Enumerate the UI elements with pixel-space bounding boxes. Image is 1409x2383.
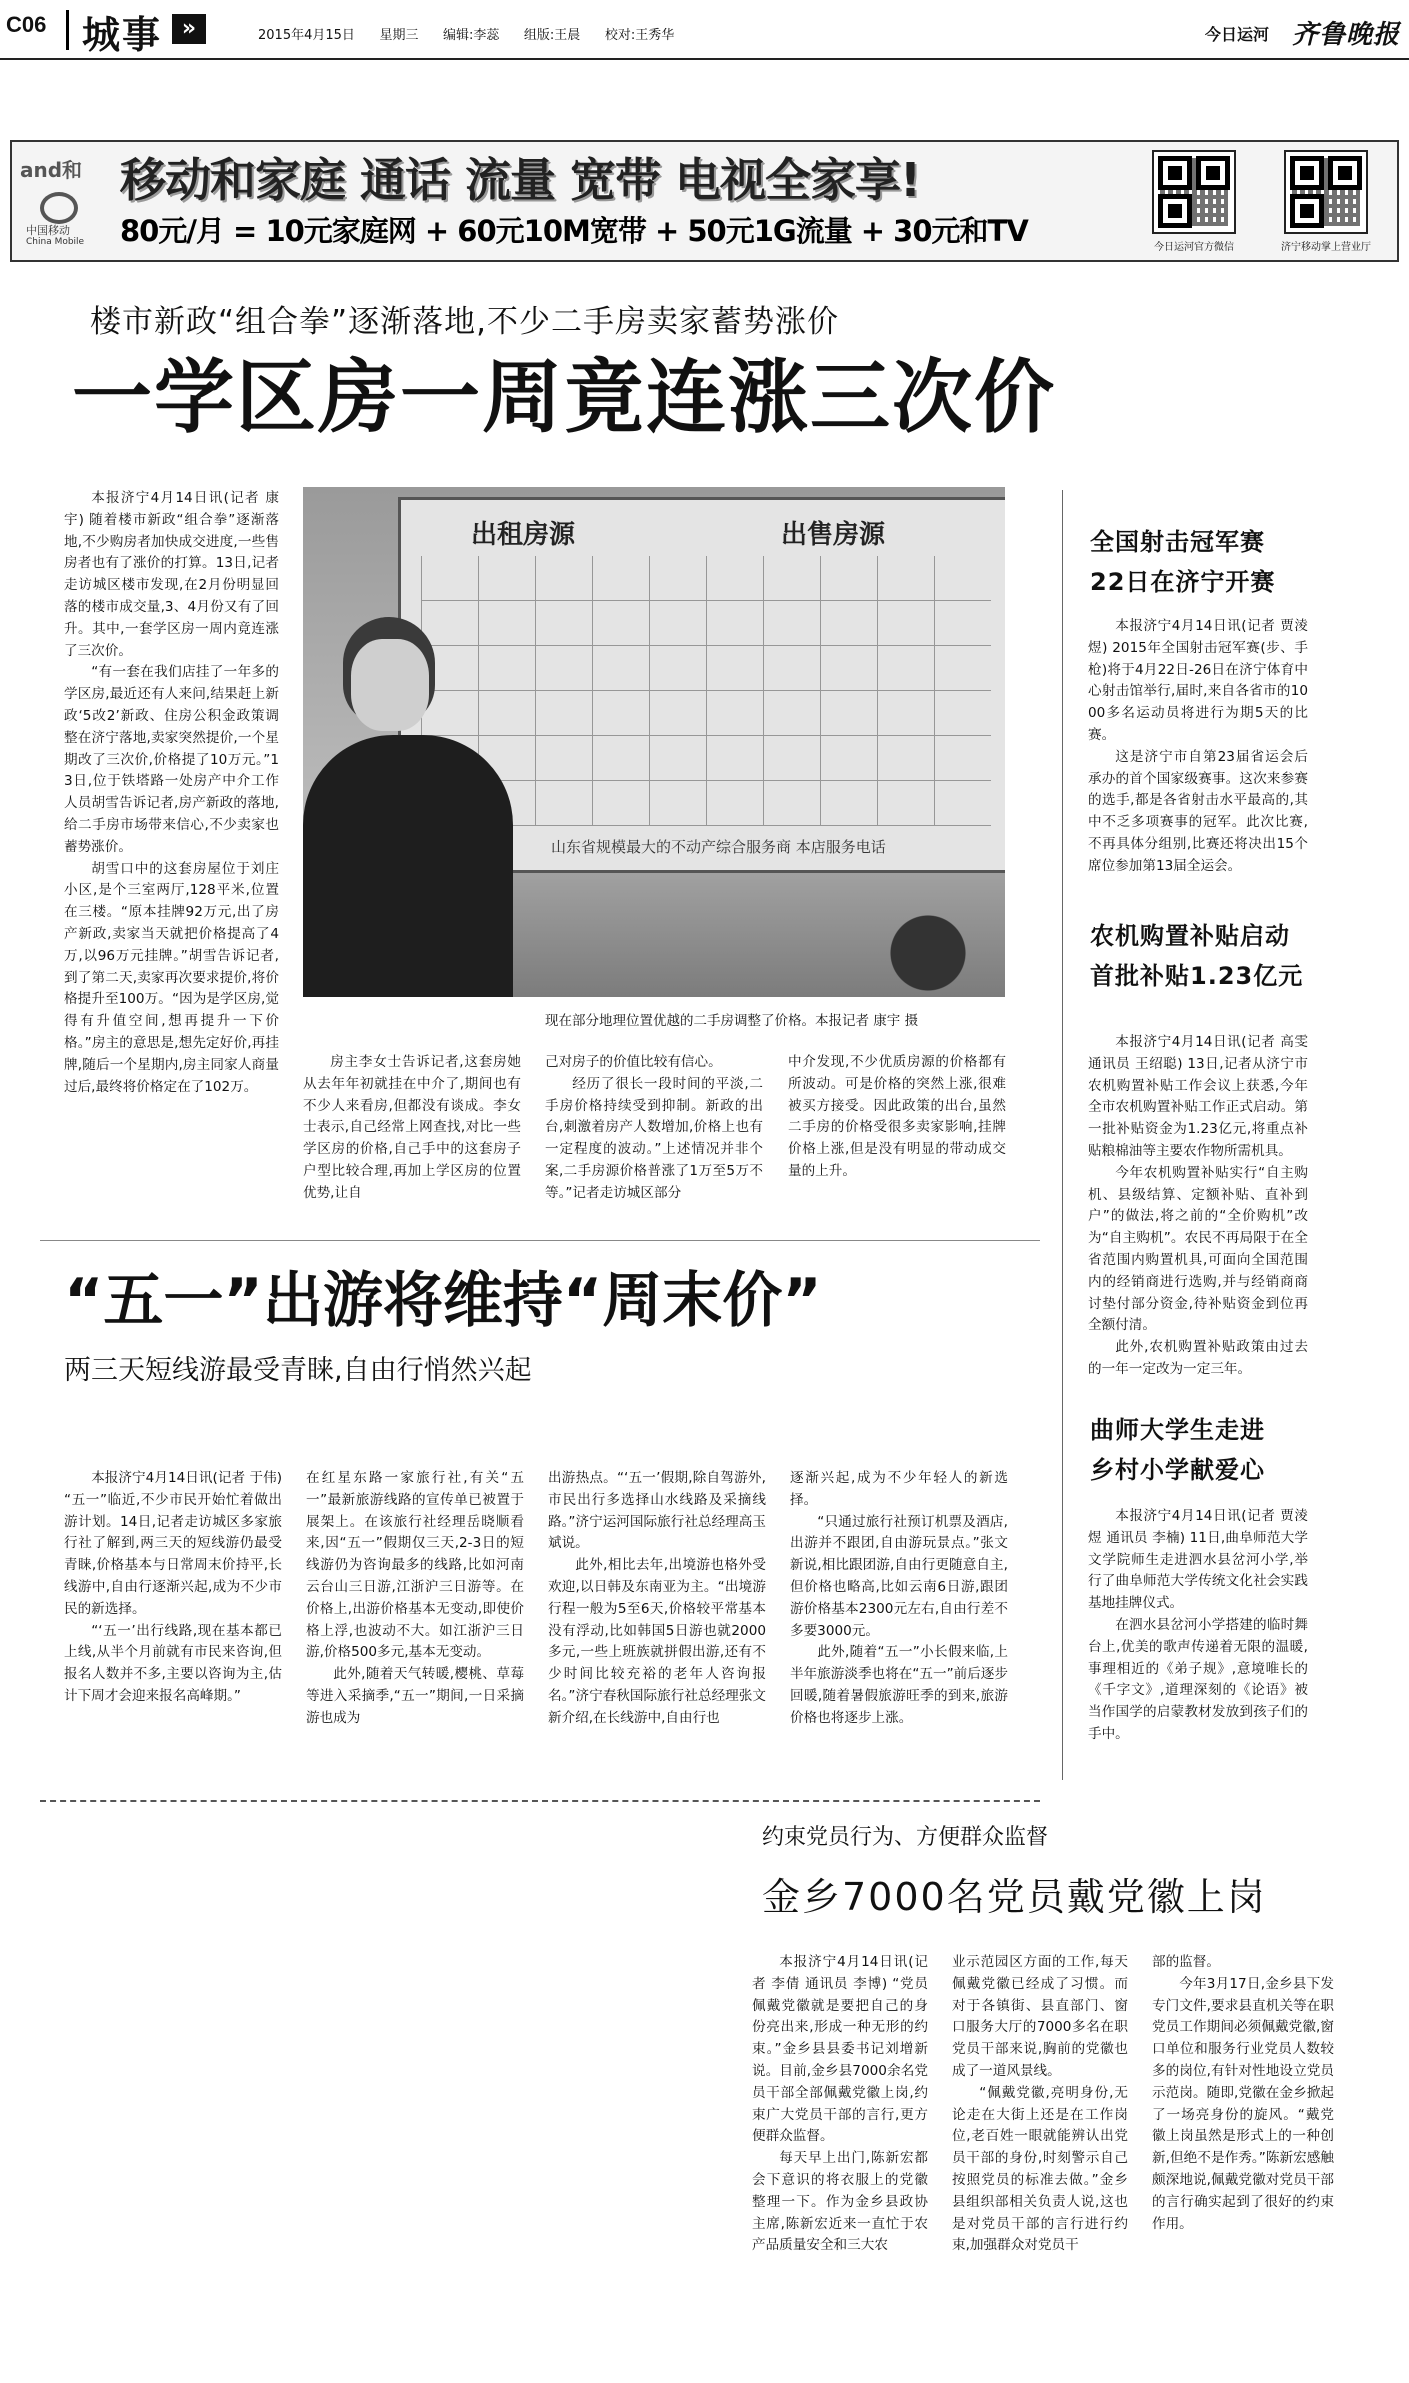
paper-name-logo: 齐鲁晚报	[1292, 20, 1401, 50]
badge-headline: 金乡7000名党员戴党徽上岗	[762, 1875, 1267, 1919]
badge-col-3	[1152, 1952, 1334, 2372]
section-title: 城事	[82, 13, 163, 57]
mayday-para: “‘五一’出行线路,现在基本都已上线,从半个月前就有市民来咨询,但报名人数并不多,主要以咨询为主,估计下周才会迎来报名高峰期。”	[64, 1622, 282, 1704]
ad-price-line: 80元/月 = 10元家庭网 + 60元10M宽带 + 50元1G流量 + 30元和TV	[120, 214, 1028, 248]
lead-para: 本报济宁4月14日讯(记者 康宇) 随着楼市新政“组合拳”逐渐落地,不少购房者加快成交进度,一些售房者也有了涨价的打算。13日,记者走访城区楼市发现,在2月份明显回落的楼市成交量,3、4月份又有了回升。其中,一套学区房一周内竟连涨了三次价。	[64, 490, 279, 659]
sidebar-para: 本报济宁4月14日讯(记者 贾淩煜) 2015年全国射击冠军赛(步、手枪)将于4月22日-26日在济宁体育中心射击馆举行,届时,来自各省市的1000多名运动员将进行为期5天的比赛。	[1088, 618, 1308, 743]
mayday-para: 逐渐兴起,成为不少年轻人的新选择。	[790, 1470, 1008, 1508]
badge-para: “佩戴党徽,亮明身份,无论走在大街上还是在工作岗位,老百姓一眼就能辨认出党员干部的身份,时刻警示自己按照党员的标准去做。”金乡县组织部相关负责人说,这也是对党员干部的言行进行约束,加强群众对党员干	[952, 2084, 1128, 2254]
lead-para: “有一套在我们店挂了一年多的学区房,最近还有人来问,结果赶上新政‘5改2’新政、住房公积金政策调整在济宁落地,卖家突然提价,一个星期改了三次价,价格提了10万元。”13日,位于铁塔路一处房产中介工作人员胡雪告诉记者,房产新政的落地,给二手房市场带来信心,不少卖家也蓄势涨价。	[64, 664, 279, 855]
lead-col-1	[64, 488, 279, 1268]
lead-para: 胡雪口中的这套房屋位于刘庄小区,是个三室两厅,128平米,位置在三楼。“原本挂牌92万元,出了房产新政,卖家当天就把价格提高了4万,以96万元挂牌。”胡雪告诉记者,到了第二天,卖家再次要求提价,将价格提升至100万。“因为是学区房,觉得有升值空间,想再提升一下价格。”房主的意思是,想先定好价,再挂牌,随后一个星期内,房主同家人商量过后,最终将价格定在了102万。	[64, 860, 279, 1095]
sidebar-3-title	[1090, 1410, 1265, 1490]
sidebar-1-title-line2: 22日在济宁开赛	[1090, 568, 1276, 596]
and-logo: and和	[20, 158, 83, 182]
mayday-para: 本报济宁4月14日讯(记者 于伟) “五一”临近,不少市民开始忙着做出游计划。14日,记者走访城区多家旅行社了解到,两三天的短线游仍最受青睐,价格基本与日常周末价持平,长线游中,自由行逐渐兴起,成为不少市民的新选择。	[64, 1470, 282, 1617]
badge-para: 今年3月17日,金乡县下发专门文件,要求县直机关等在职党员工作期间必须佩戴党徽,窗口单位和服务行业党员人数较多的岗位,有针对性地设立党员示范岗。随即,党徽在金乡掀起了一场亮身份的旋风。“戴党徽上岗虽然是形式上的一种创新,但绝不是作秀。”陈新宏感触颇深地说,佩戴党徽对党员干部的言行确实起到了很好的约束作用。	[1152, 1975, 1334, 2232]
mobile-hall-qr-caption: 济宁移动掌上营业厅	[1281, 242, 1371, 253]
lead-bottom-rule	[40, 1240, 1040, 1241]
sidebar-3-body	[1088, 1506, 1308, 1774]
lead-para: 房主李女士告诉记者,这套房她从去年年初就挂在中介了,期间也有不少人来看房,但都没有谈成。李女士表示,自己经常上网查找,对比一些学区房的价格,自己手中的这套房子户型比较合理,再加上学区房的位置优势,让自	[303, 1054, 521, 1201]
sidebar-para: 此外,农机购置补贴政策由过去的一年一定改为一定三年。	[1088, 1339, 1308, 1377]
badge-para: 业示范园区方面的工作,每天佩戴党徽已经成了习惯。而对于各镇街、县直部门、窗口服务大厅的7000多名在职党员干部来说,胸前的党徽也成了一道风景线。	[952, 1954, 1128, 2079]
lead-para: 经历了很长一段时间的平淡,二手房价格持续受到抑制。新政的出台,刺激着房产人数增加,价格上也有一定程度的波动。”上述情况并非个案,二手房源价格普涨了1万至5万不等。”记者走访城区部分	[545, 1075, 763, 1201]
issue-weekday: 星期三	[379, 28, 419, 43]
sidebar-2-title	[1090, 916, 1303, 996]
ad-headline: 移动和家庭 通话 流量 宽带 电视全家享!	[120, 153, 921, 207]
china-mobile-name: 中国移动	[26, 224, 70, 237]
sidebar-para: 今年农机购置补贴实行“自主购机、县级结算、定额补贴、直补到户”的做法,将之前的“全价购机”改为“自主购机”。农民不再局限于在全省范围内购置机具,可面向全国范围内的经销商进行选购,并与经销商商讨垫付部分资金,待补贴资金到位再全额付清。	[1088, 1164, 1308, 1334]
badge-kicker: 约束党员行为、方便群众监督	[762, 1825, 1049, 1850]
sidebar-2-body	[1088, 1032, 1308, 1402]
sidebar-para: 本报济宁4月14日讯(记者 高雯 通讯员 王绍聪) 13日,记者从济宁市农机购置补贴工作会议上获悉,今年全市农机购置补贴工作正式启动。第一批补贴资金为1.23亿元,将重点补贴粮棉油等主要农作物所需机具。	[1088, 1034, 1308, 1159]
board-title-rent: 出租房源	[471, 520, 576, 550]
sidebar-divider	[1062, 490, 1063, 1780]
plant-decoration	[863, 887, 993, 997]
wechat-qr-caption: 今日运河官方微信	[1154, 242, 1234, 253]
masthead-rule	[0, 58, 1409, 60]
issue-proof: 校对:王秀华	[604, 28, 675, 43]
board-footer: 山东省规模最大的不动产综合服务商 本店服务电话	[551, 838, 886, 856]
mayday-col-1	[64, 1468, 282, 1726]
sidebar-2-title-line1: 农机购置补贴启动	[1090, 922, 1290, 950]
right-tag: 今日运河	[1205, 25, 1270, 44]
sidebar-1-body	[1088, 616, 1308, 894]
sidebar-1-title	[1090, 522, 1275, 602]
sidebar-3-title-line1: 曲师大学生走进	[1090, 1416, 1265, 1444]
section-arrow-icon: »	[172, 14, 206, 44]
mobile-hall-qr-code	[1284, 150, 1368, 234]
sidebar-para: 在泗水县岔河小学搭建的临时舞台上,优美的歌声传递着无限的温暖,事理相近的《弟子规》,意境唯长的《千字文》,道理深刻的《论语》被当作国学的启蒙教材发放到孩子们的手中。	[1088, 1616, 1308, 1742]
sidebar-3-title-line2: 乡村小学献爱心	[1090, 1456, 1265, 1484]
sidebar-2-title-line2: 首批补贴1.23亿元	[1090, 962, 1304, 990]
ad-logo-block	[18, 148, 98, 252]
board-title-sale: 出售房源	[781, 520, 886, 550]
lead-photo	[303, 487, 1005, 997]
mayday-para: 出游热点。“‘五一’假期,除自驾游外,市民出行多选择山水线路及采摘线路。”济宁运河国际旅行社总经理高玉斌说。	[548, 1470, 766, 1552]
china-mobile-logo-icon	[40, 192, 78, 224]
mayday-para: “只通过旅行社预订机票及酒店,出游并不跟团,自由游玩景点。”张文新说,相比跟团游,自由行更随意自主,但价格也略高,比如云南6日游,跟团游价格基本2300元左右,自由行差不多要3000元。	[790, 1513, 1008, 1639]
mayday-para: 此外,相比去年,出境游也格外受欢迎,以日韩及东南亚为主。“出境游行程一般为5至6天,价格较平常基本没有浮动,比如韩国5日游也就2000多元,一些上班族就拼假出游,还有不少时间比较充裕的老年人咨询报名。”济宁春秋国际旅行社总经理张文新介绍,在长线游中,自由行也	[548, 1557, 766, 1726]
lead-headline: 一学区房一周竟连涨三次价	[72, 351, 1056, 444]
mayday-subhead: 两三天短线游最受青睐,自由行悄然兴起	[64, 1355, 532, 1386]
page-number: C06	[6, 12, 47, 37]
lead-kicker: 楼市新政“组合拳”逐渐落地,不少二手房卖家蓄势涨价	[90, 304, 839, 340]
lead-col-4	[788, 1052, 1006, 1268]
lead-para: 己对房子的价值比较有信心。	[545, 1054, 722, 1070]
mayday-bottom-dashed-rule	[40, 1800, 1040, 1802]
lead-photo-caption: 现在部分地理位置优越的二手房调整了价格。本报记者 康宇 摄	[545, 1013, 919, 1029]
page-number-divider	[66, 10, 69, 50]
badge-col-2	[952, 1952, 1128, 2372]
mayday-col-2	[306, 1468, 524, 1726]
sidebar-para: 本报济宁4月14日讯(记者 贾淩煜 通讯员 李楠) 11日,曲阜师范大学文学院师生走进泗水县岔河小学,举行了曲阜师范大学传统文化社会实践基地挂牌仪式。	[1088, 1508, 1308, 1612]
issue-layout: 组版:王晨	[523, 28, 581, 43]
wechat-qr-code	[1152, 150, 1236, 234]
mayday-para: 在红星东路一家旅行社,有关“五一”最新旅游线路的宣传单已被置于展架上。在该旅行社经理岳晓顺看来,因“五一”假期仅三天,2-3日的短线游仍为咨询最多的线路,比如河南云台山三日游,江浙沪三日游等。在价格上,出游价格基本无变动,即使价格上浮,也波动不大。如江浙沪三日游,价格500多元,基本无变动。	[306, 1470, 524, 1661]
badge-para: 每天早上出门,陈新宏都会下意识的将衣服上的党徽整理一下。作为金乡县政协主席,陈新宏近来一直忙于农产品质量安全和三大农	[752, 2150, 928, 2254]
badge-para: 本报济宁4月14日讯(记者 李倩 通讯员 李博) “党员佩戴党徽就是要把自己的身份亮出来,形成一种无形的约束。”金乡县县委书记刘增新说。目前,金乡县7000余名党员干部全部佩戴党徽上岗,约束广大党员干部的言行,更方便群众监督。	[752, 1954, 928, 2145]
mayday-col-4	[790, 1468, 1008, 1726]
badge-para: 部的监督。	[1152, 1954, 1220, 1970]
mayday-col-3	[548, 1468, 766, 1726]
issue-date: 2015年4月15日	[258, 28, 355, 43]
masthead	[0, 0, 1409, 62]
china-mobile-name-en: China Mobile	[26, 237, 85, 247]
agent-figure	[303, 617, 523, 997]
issue-info	[258, 24, 674, 43]
china-mobile-ad	[10, 140, 1399, 262]
mayday-para: 此外,随着“五一”小长假来临,上半年旅游淡季也将在“五一”前后逐步回暖,随着暑假旅游旺季的到来,旅游价格也将逐步上涨。	[790, 1644, 1008, 1726]
lead-para: 中介发现,不少优质房源的价格都有所波动。可是价格的突然上涨,很难被买方接受。因此政策的出台,虽然二手房的价格受很多卖家影响,挂牌价格上涨,但是没有明显的带动成交量的上升。	[788, 1054, 1006, 1179]
badge-col-1	[752, 1952, 928, 2372]
sidebar-para: 这是济宁市自第23届省运会后承办的首个国家级赛事。这次来参赛的选手,都是各省射击水平最高的,其中不乏多项赛事的冠军。此次比赛,不再具体分组别,比赛还将决出15个席位参加第13届全运会。	[1088, 748, 1308, 874]
sidebar-1-title-line1: 全国射击冠军赛	[1090, 528, 1265, 556]
mayday-headline: “五一”出游将维持“周末价”	[64, 1266, 822, 1336]
lead-col-2	[303, 1052, 521, 1268]
issue-editor: 编辑:李蕊	[442, 28, 500, 43]
mayday-para: 此外,随着天气转暖,樱桃、草莓等进入采摘季,“五一”期间,一日采摘游也成为	[306, 1666, 524, 1726]
lead-col-3	[545, 1052, 763, 1268]
